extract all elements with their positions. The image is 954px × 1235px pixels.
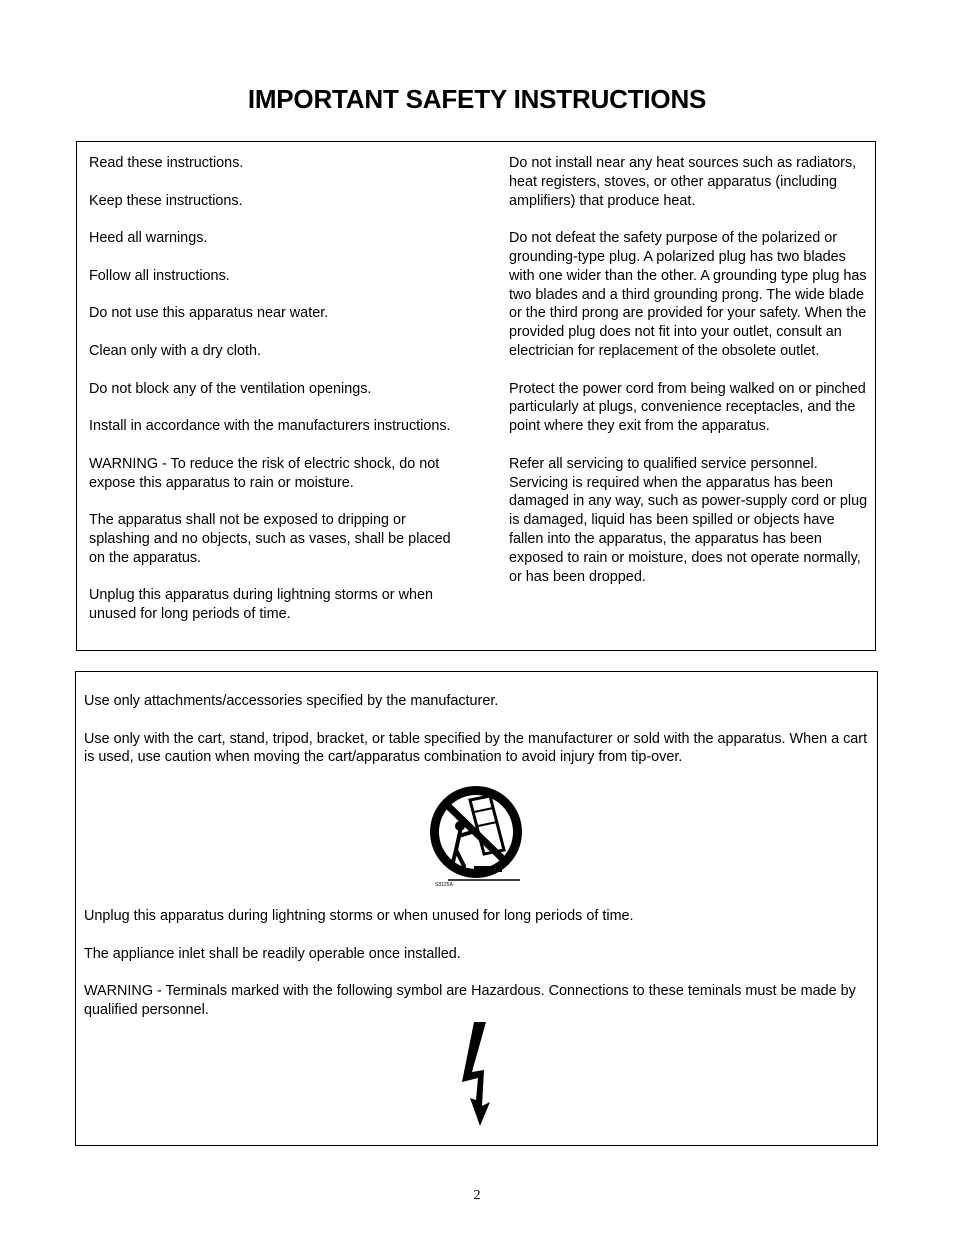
cart-icon-code: S3125A: [435, 882, 453, 888]
additional-items-top: [84, 692, 869, 786]
instruction-item: Heed all warnings.: [89, 230, 208, 247]
page-title: IMPORTANT SAFETY INSTRUCTIONS: [247, 84, 707, 114]
instruction-item: The appliance inlet shall be readily operable once installed.: [84, 945, 461, 962]
instruction-item: Do not install near any heat sources such as radiators, heat registers, stoves, or other apparatus (including amplifiers) that produce heat.: [509, 155, 857, 209]
instruction-item: WARNING - Terminals marked with the following symbol are Hazardous. Connections to these teminals must be made by qualified personnel.: [84, 983, 856, 1018]
left-column: [89, 154, 469, 643]
instruction-item: The apparatus shall not be exposed to dripping or splashing and no objects, such as vases, shall be placed on the apparatus.: [89, 512, 451, 566]
instruction-item: Keep these instructions.: [89, 192, 243, 209]
safety-instructions-box: [76, 141, 876, 651]
instruction-item: Use only with the cart, stand, tripod, bracket, or table specified by the manufacturer or sold with the apparatus. When a cart is used, use caution when moving the cart/apparatus combination to avoid injury from tip-over.: [84, 730, 868, 766]
hazardous-voltage-lightning-icon: [456, 1020, 496, 1128]
instruction-item: Protect the power cord from being walked on or pinched particularly at plugs, convenience receptacles, and the point where they exit from the apparatus.: [509, 380, 866, 435]
instruction-item: Unplug this apparatus during lightning storms or when unused for long periods of time.: [84, 908, 634, 924]
instruction-item: Use only attachments/accessories specified by the manufacturer.: [84, 693, 499, 709]
instruction-item: Do not defeat the safety purpose of the polarized or grounding-type plug. A polarized plug has two blades with one wider than the other. A grounding type plug has two blades and a third grounding prong. The wide blade or the third prong are provided for your safety. When the provided plug does not fit into your outlet, consult an electrician for replacement of the obsolete outlet.: [509, 230, 867, 359]
instruction-item: Do not block any of the ventilation openings.: [89, 380, 372, 397]
instruction-item: Unplug this apparatus during lightning storms or when unused for long periods of time.: [89, 587, 433, 623]
instruction-item: Clean only with a dry cloth.: [89, 342, 261, 359]
page-number: 2: [473, 1188, 481, 1203]
cart-tip-over-warning-icon: [426, 782, 526, 892]
right-column: [509, 154, 871, 605]
instruction-item: Refer all servicing to qualified service personnel. Servicing is required when the apparatus has been damaged in any way, such as power-supply cord or plug is damaged, liquid has been spilled or objects have fallen into the apparatus, the apparatus has been exposed to rain or moisture, does not operate normally, or has been dropped.: [509, 455, 868, 585]
additional-safety-box: [75, 671, 878, 1146]
instruction-item: Follow all instructions.: [89, 267, 230, 284]
instruction-item: Install in accordance with the manufacturers instructions.: [89, 418, 451, 435]
additional-items-bottom: [84, 907, 869, 1039]
instruction-item: WARNING - To reduce the risk of electric shock, do not expose this apparatus to rain or moisture.: [89, 455, 440, 491]
instruction-item: Do not use this apparatus near water.: [89, 305, 329, 322]
instruction-item: Read these instructions.: [89, 155, 244, 171]
